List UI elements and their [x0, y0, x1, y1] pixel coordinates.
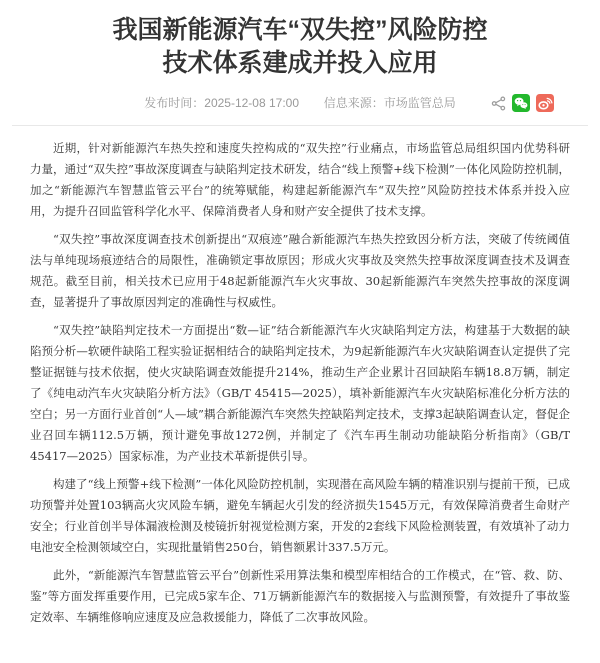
- publish-time-label: 发布时间：: [144, 96, 205, 110]
- info-source-label: 信息来源：: [323, 96, 384, 110]
- publish-time: [144, 96, 302, 110]
- article-meta-row: [0, 93, 600, 113]
- share-icon[interactable]: [491, 96, 506, 111]
- page-title-line-1: 我国新能源汽车“双失控”风险防控: [112, 16, 488, 44]
- page-title: [55, 14, 545, 80]
- article-paragraph-5: 此外，“新能源汽车智慧监管云平台”创新性采用算法集和模型库相结合的工作模式，在“管、救、防、鉴”等方面发挥重要作用，已完成5家车企、71万辆新能源汽车的数据接入与监测预警，有效提升了事故鉴定效率、车辆维修响应速度及应急救援能力，降低了二次事故风险。: [30, 568, 570, 624]
- publish-time-value: 2025-12-08 17:00: [204, 96, 300, 110]
- article-page: [0, 14, 600, 628]
- share-toolbar: [491, 93, 554, 113]
- article-paragraph-3: “双失控”缺陷判定技术一方面提出“数—证”结合新能源汽车火灾缺陷判定方法，构建基于大数据的缺陷预分析—软硬件缺陷工程实验证据相结合的缺陷判定技术，为9起新能源汽车火灾缺陷调查认定提供了完整证据链与技术依据，使火灾缺陷调查效能提升214%，推动生产企业累计召回缺陷车辆18.8万辆，制定了《纯电动汽车火灾缺陷分析方法》（GB/T 45415—2025），填补新能源汽车火灾缺陷标准化分析方法的空白；另一方面行业首创“人—域”耦合新能源汽车突然失控缺陷判定技术，支撑3起缺陷调查认定，督促企业召回车辆112.5万辆，预计避免事故1272例，并制定了《汽车再生制动功能缺陷分析指南》（GB/T 45417—2025）国家标准，为产业技术革新提供引导。: [30, 323, 570, 463]
- page-title-line-2: 技术体系建成并投入应用: [162, 49, 438, 77]
- info-source-value: 市场监管总局: [383, 96, 456, 110]
- weibo-icon[interactable]: [536, 94, 554, 112]
- article-paragraph-1: 近期，针对新能源汽车热失控和速度失控构成的“双失控”行业痛点，市场监管总局组织国内优势科研力量，通过“双失控”事故深度调查与缺陷判定技术研发，结合“线上预警+线下检测”一体化风险防控机制，加之“新能源汽车智慧监管云平台”的统筹赋能，构建起新能源汽车“双失控”风险防控技术体系并投入应用，为提升召回监管科学化水平、保障消费者人身和财产安全提供了技术支撑。: [30, 141, 570, 218]
- info-source: [324, 96, 456, 110]
- article-paragraph-4: 构建了“线上预警+线下检测”一体化风险防控机制，实现潜在高风险车辆的精准识别与提前干预，已成功预警并处置103辆高火灾风险车辆，避免车辆起火引发的经济损失1545万元，有效保障消费者生命财产安全；行业首创半导体漏液检测及棱镜折射视觉检测方案，开发的2套线下风险检测装置，有效填补了动力电池安全检测领域空白，实现批量销售250台，销售额累计337.5万元。: [30, 477, 570, 554]
- article-paragraph-2: “双失控”事故深度调查技术创新提出“双痕迹”融合新能源汽车热失控致因分析方法，突破了传统阈值法与单纯现场痕迹结合的局限性，准确锁定事故原因；形成火灾事故及突然失控事故深度调查技术及调查规范。截至目前，相关技术已应用于48起新能源汽车火灾事故、30起新能源汽车突然失控事故的深度调查，显著提升了事故原因判定的准确性与权威性。: [30, 232, 570, 309]
- article-body: [0, 126, 600, 628]
- wechat-icon[interactable]: [512, 94, 530, 112]
